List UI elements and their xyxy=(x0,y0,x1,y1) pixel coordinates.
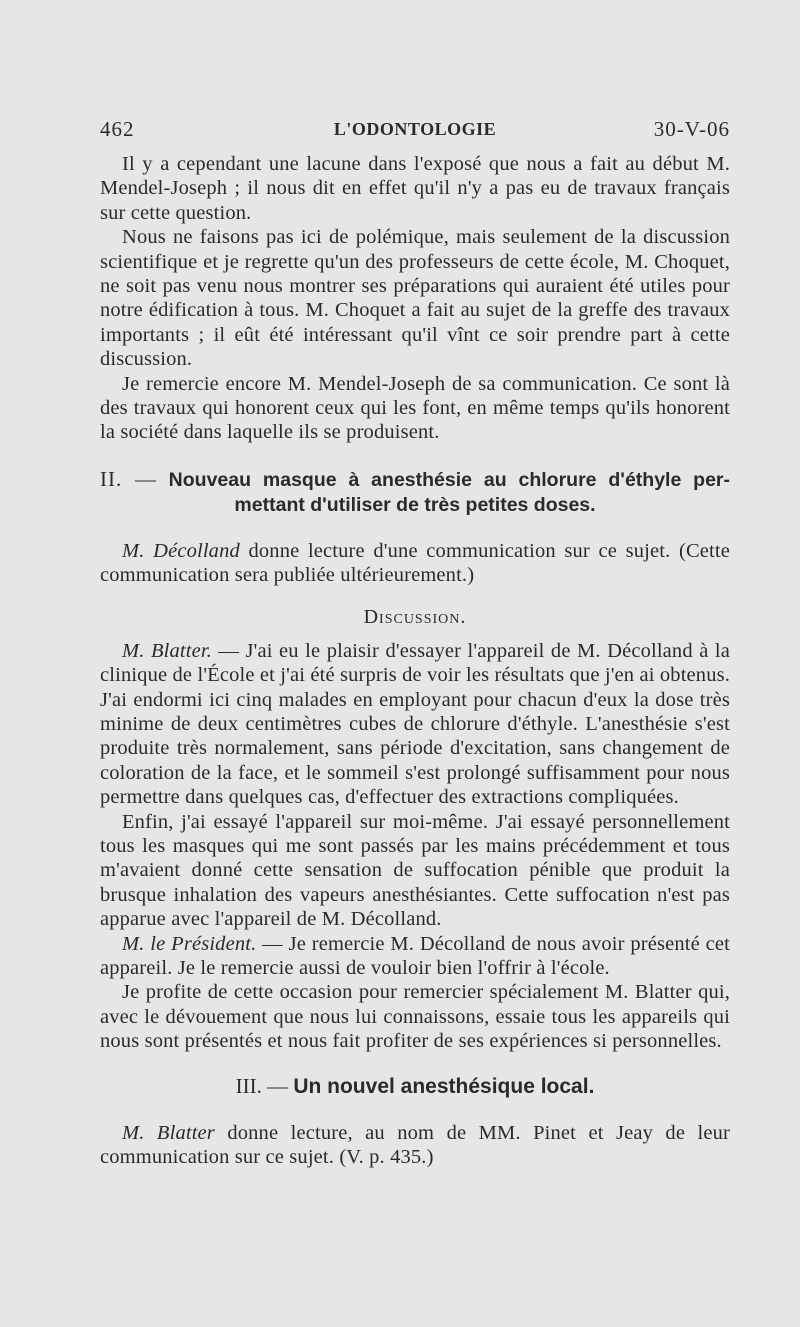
discussion-heading: Discussion. xyxy=(363,605,467,628)
journal-title: L'ODONTOLOGIE xyxy=(333,119,497,139)
blatter-local-text: donne lecture, au nom de MM. Pinet et Jeay de leur communication sur ce sujet. (V. p. 435.) xyxy=(100,1121,730,1168)
paragraph-president xyxy=(100,932,730,981)
section-3-number: III. — xyxy=(235,1073,289,1098)
paragraph-blatter-local xyxy=(100,1121,730,1170)
running-header xyxy=(100,117,730,147)
president-text: — Je remercie M. Décolland de nous avoir présenté cet appareil. Je le remercie aussi de vouloir bien l'offrir à l'école. xyxy=(100,932,730,979)
section-3-heading xyxy=(100,1074,730,1099)
page-number: 462 xyxy=(100,117,135,141)
paragraph-decolland xyxy=(100,539,730,588)
speaker-blatter-2: M. Blatter xyxy=(122,1121,215,1144)
paragraph-remercie: Je remercie encore M. Mendel-Joseph de sa communication. Ce sont là des travaux qui honorent ceux qui les font, en même temps qu'ils honorent la société dans laquelle ils se produisent. xyxy=(100,372,730,444)
decolland-text: donne lecture d'une communication sur ce sujet. (Cette communication sera publiée ultérieurement.) xyxy=(100,539,730,587)
section-2-number: II. — xyxy=(100,466,157,491)
paragraph-blatter xyxy=(100,639,730,810)
section-3-title: Un nouvel anesthésique local. xyxy=(293,1074,595,1098)
blatter-text: — J'ai eu le plaisir d'essayer l'appareil de M. Décolland à la clinique de l'École et j'ai été surpris de voir les résultats que j'en ai obtenus. J'ai endormi ici cinq malades en employant pour chacun d'eux la dose très minime de deux centimètres cubes de chlorure d'éthyle. L'anesthésie s'est produite très normalement, sans période d'excitation, sans changement de coloration de la face, et le sommeil s'est prolongé suffisamment pour nous permettre dans quelques cas, d'effectuer des extractions compliquées. xyxy=(100,639,731,809)
paragraph-profite: Je profite de cette occasion pour remercier spécialement M. Blatter qui, avec le dévouement que nous lui connaissons, essaie tous les appareils qui nous sont présentés et nous fait profiter de ses expériences si personnelles. xyxy=(100,981,730,1053)
section-2-heading xyxy=(100,467,730,517)
paragraph-lacune: Il y a cependant une lacune dans l'exposé que nous a fait au début M. Mendel-Joseph ; il nous dit en effet qu'il n'y a pas eu de travaux français sur cette question. xyxy=(100,153,730,224)
page-body xyxy=(100,152,730,1169)
section-2-title-line1: Nouveau masque à anesthésie au chlorure d'éthyle per- xyxy=(168,468,731,491)
speaker-decolland: M. Décolland xyxy=(122,539,240,562)
section-2-title-line2: mettant d'utiliser de très petites doses. xyxy=(234,493,596,516)
speaker-president: M. le Président. xyxy=(122,932,257,955)
paragraph-polemique: Nous ne faisons pas ici de polémique, mais seulement de la discussion scientifique et je regrette qu'un des professeurs de cette école, M. Choquet, ne soit pas venu nous montrer ses préparations qui auraient été utiles pour notre édification à tous. M. Choquet a fait au sujet de la greffe des travaux importants ; il eût été intéressant qu'il vînt ce soir prendre part à cette discussion. xyxy=(100,226,730,371)
paragraph-enfin: Enfin, j'ai essayé l'appareil sur moi-même. J'ai essayé personnellement tous les masques qui me sont passés par les mains précédemment et tous m'avaient donné cette sensation de suffocation pénible que produit la brusque inhalation des vapeurs anesthésiantes. Cette suffocation n'est pas apparue avec l'appareil de M. Décolland. xyxy=(100,810,730,931)
issue-date: 30-V-06 xyxy=(653,117,730,141)
speaker-blatter: M. Blatter. xyxy=(122,639,212,662)
